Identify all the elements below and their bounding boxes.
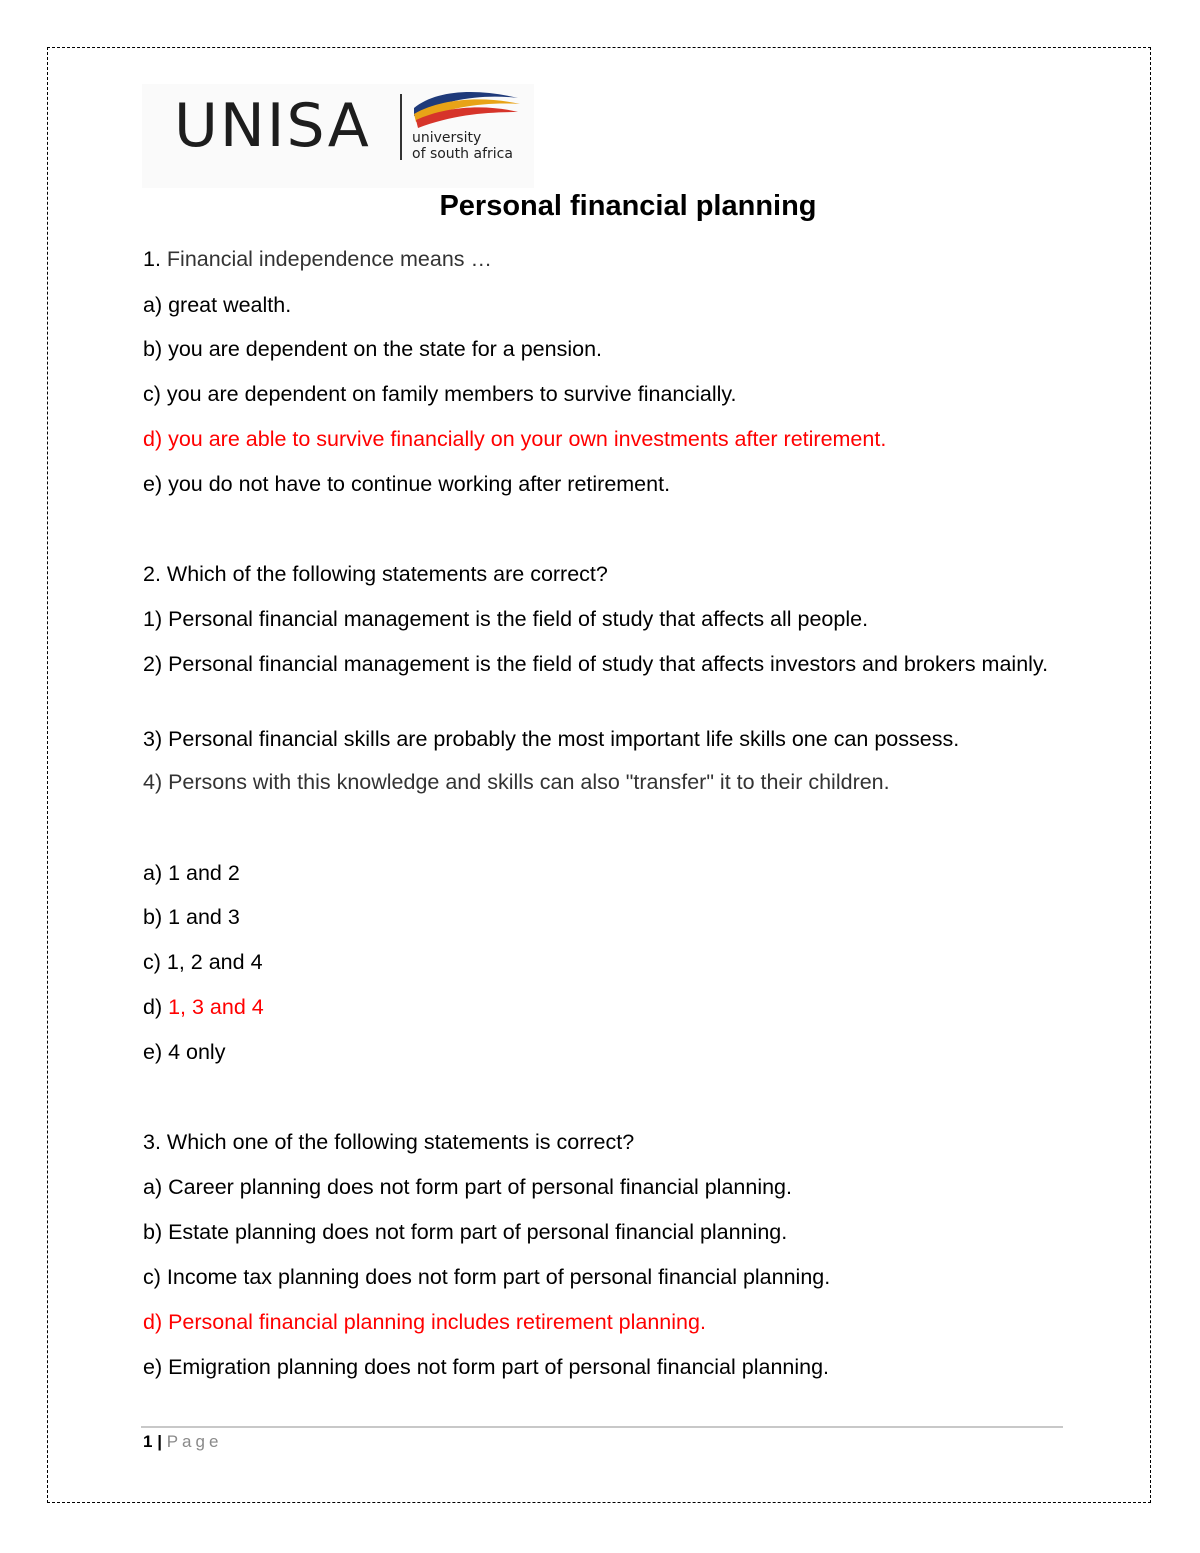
question-1-option-e: e) you do not have to continue working after retirement. bbox=[143, 472, 671, 496]
page-separator: | bbox=[157, 1432, 162, 1451]
option-prefix: d) bbox=[143, 995, 169, 1019]
question-1-option-c: c) you are dependent on family members to survive financially. bbox=[143, 382, 737, 406]
logo-wordmark: UNISA bbox=[174, 91, 371, 161]
page-title: Personal financial planning bbox=[439, 190, 817, 222]
question-3-option-d-answer: d) Personal financial planning includes retirement planning. bbox=[143, 1310, 706, 1334]
question-2-statement-1: 1) Personal financial management is the field of study that affects all people. bbox=[143, 607, 869, 631]
page-footer bbox=[143, 1432, 222, 1452]
footer-divider bbox=[141, 1426, 1063, 1428]
question-3-option-c: c) Income tax planning does not form part of personal financial planning. bbox=[143, 1265, 831, 1289]
question-3-option-b: b) Estate planning does not form part of personal financial planning. bbox=[143, 1220, 788, 1244]
question-2-option-b: b) 1 and 3 bbox=[143, 905, 240, 929]
logo-flag-icon bbox=[406, 86, 526, 136]
page-label: Page bbox=[166, 1432, 223, 1451]
question-1 bbox=[143, 246, 492, 272]
unisa-logo bbox=[142, 84, 534, 188]
logo-subtitle: university of south africa bbox=[412, 130, 513, 162]
question-3-text: 3. Which one of the following statements is correct? bbox=[143, 1130, 635, 1154]
question-2-option-e: e) 4 only bbox=[143, 1040, 226, 1064]
question-1-text: Financial independence means … bbox=[160, 247, 493, 271]
question-2-statement-2: 2) Personal financial management is the field of study that affects investors and brokers mainly. bbox=[143, 652, 1049, 676]
question-2-option-c: c) 1, 2 and 4 bbox=[143, 950, 263, 974]
question-1-option-d-answer: d) you are able to survive financially on your own investments after retirement. bbox=[143, 427, 887, 451]
page-number: 1 bbox=[143, 1432, 153, 1451]
question-2-text: 2. Which of the following statements are correct? bbox=[143, 562, 608, 586]
question-3-option-a: a) Career planning does not form part of personal financial planning. bbox=[143, 1175, 792, 1199]
question-2-option-d-answer bbox=[143, 994, 264, 1020]
question-2-option-a: a) 1 and 2 bbox=[143, 861, 240, 885]
question-1-option-a: a) great wealth. bbox=[143, 293, 292, 317]
logo-divider bbox=[400, 94, 402, 160]
question-1-option-b: b) you are dependent on the state for a pension. bbox=[143, 337, 602, 361]
question-1-number: 1. bbox=[143, 247, 161, 271]
question-2-statement-3: 3) Personal financial skills are probably the most important life skills one can possess. bbox=[143, 727, 960, 751]
option-body: 1, 3 and 4 bbox=[168, 995, 264, 1019]
question-2-statement-4: 4) Persons with this knowledge and skills can also "transfer" it to their children. bbox=[143, 770, 890, 794]
question-3-option-e: e) Emigration planning does not form part of personal financial planning. bbox=[143, 1355, 830, 1379]
